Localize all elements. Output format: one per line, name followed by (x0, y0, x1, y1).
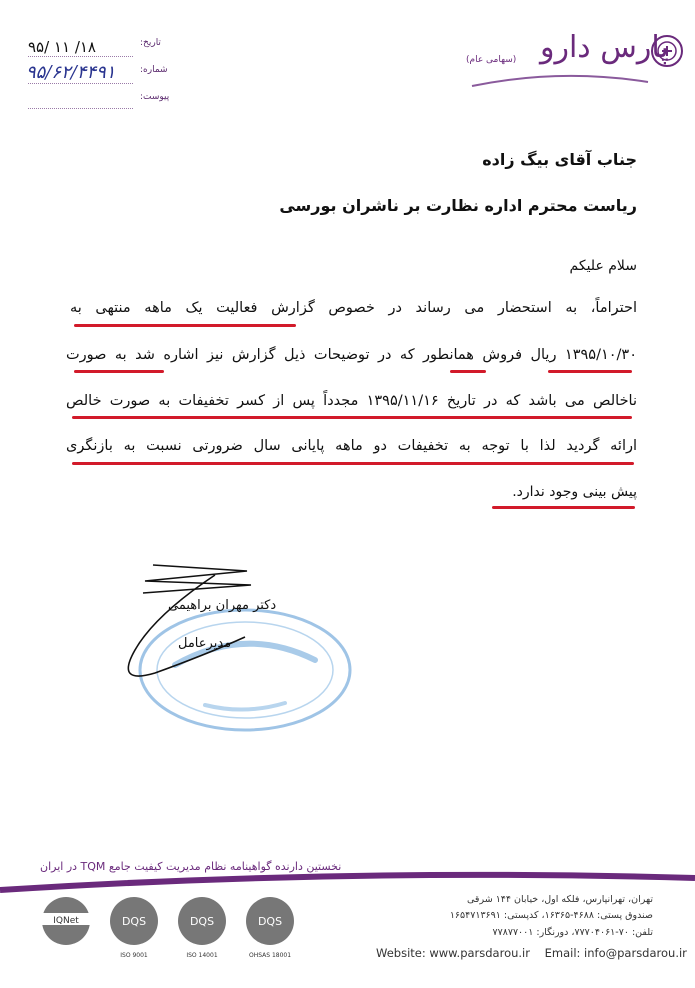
attachment-label: پیوست: (140, 92, 170, 102)
logo-swoosh-icon (470, 72, 650, 96)
signatory-title: مدیرعامل (178, 636, 232, 651)
footer-tagline: نخستین دارنده گواهینامه نظام مدیریت کیفیت جامع TQM در ایران (40, 860, 342, 873)
highlight-underline (74, 370, 164, 373)
greeting: سلام علیکم (569, 258, 637, 274)
signatory-name: دکتر مهران براهیمی (168, 598, 277, 613)
cert-badge-text: DQS (121, 915, 147, 928)
cert-label: ISO 14001 (186, 952, 218, 959)
body-line-2: ۱۳۹۵/۱۰/۳۰ ریال فروش همانطور که در توضیحات ذیل گزارش نیز اشاره شد به صورت (66, 347, 637, 363)
iqnet-text: IQNet (53, 916, 79, 926)
highlight-underline (74, 324, 296, 327)
date-label: تاریخ: (140, 38, 161, 48)
company-name: پارس دارو (540, 30, 669, 65)
body-line-5: پیش بینی وجود ندارد. (512, 484, 637, 500)
footer-web-contact (376, 946, 687, 960)
attachment-dotted-line (28, 108, 133, 109)
number-dotted-line (28, 83, 133, 84)
cert-label: OHSAS 18001 (248, 952, 292, 959)
iqnet-badge-icon (36, 895, 96, 947)
highlight-underline (548, 370, 632, 373)
dqs-badge-icon (104, 895, 164, 947)
cert-label: ISO 9001 (120, 952, 148, 959)
footer-phone: تلفن: ۷۰-۷۷۷۰۴۰۶۱، دورنگار: ۷۷۸۷۷۰۰۱ (492, 927, 653, 938)
number-label: شماره: (140, 65, 168, 75)
recipient-name: جناب آقای بیگ زاده (482, 150, 637, 169)
dqs-badge-icon (240, 895, 300, 947)
email-label: Email: (544, 946, 581, 960)
email-link[interactable]: info@parsdarou.ir (584, 946, 687, 960)
body-line-1: احتراماً، به استحضار می رساند در خصوص گزارش فعالیت یک ماهه منتهی به (70, 300, 637, 316)
highlight-underline (72, 462, 634, 465)
recipient-title: ریاست محترم اداره نظارت بر ناشران بورسی (279, 196, 637, 215)
website-link[interactable]: www.parsdarou.ir (429, 946, 530, 960)
date-dotted-line (28, 56, 133, 57)
highlight-underline (72, 416, 632, 419)
body-line-3: ناخالص می باشد که در تاریخ ۱۳۹۵/۱۱/۱۶ مجدداً پس از کسر تخفیفات به صورت خالص (66, 393, 637, 409)
dqs-badge-icon (172, 895, 232, 947)
body-line-4: ارائه گردید لذا با توجه به تخفیفات دو ماهه پایانی سال ضرورتی نسبت به بازنگری (66, 438, 637, 454)
footer-address: تهران، تهرانپارس، فلکه اول، خیابان ۱۴۴ شرقی (467, 894, 653, 905)
website-label: Website: (376, 946, 426, 960)
signature-mark (95, 555, 270, 689)
footer-pobox: صندوق پستی: ۴۶۸۸-۱۶۳۶۵، کدپستی: ۱۶۵۴۷۱۳۶۹۱ (449, 910, 653, 921)
number-value: ۹۵/۶۲/۴۴۹۱ (26, 62, 116, 83)
highlight-underline (450, 370, 486, 373)
cert-badge-text: DQS (257, 915, 283, 928)
date-value: ۹۵/ ۱۱ /۱۸ (28, 38, 96, 56)
cert-badge-text: DQS (189, 915, 215, 928)
company-type: (سهامی عام) (466, 55, 517, 65)
highlight-underline (492, 506, 635, 509)
